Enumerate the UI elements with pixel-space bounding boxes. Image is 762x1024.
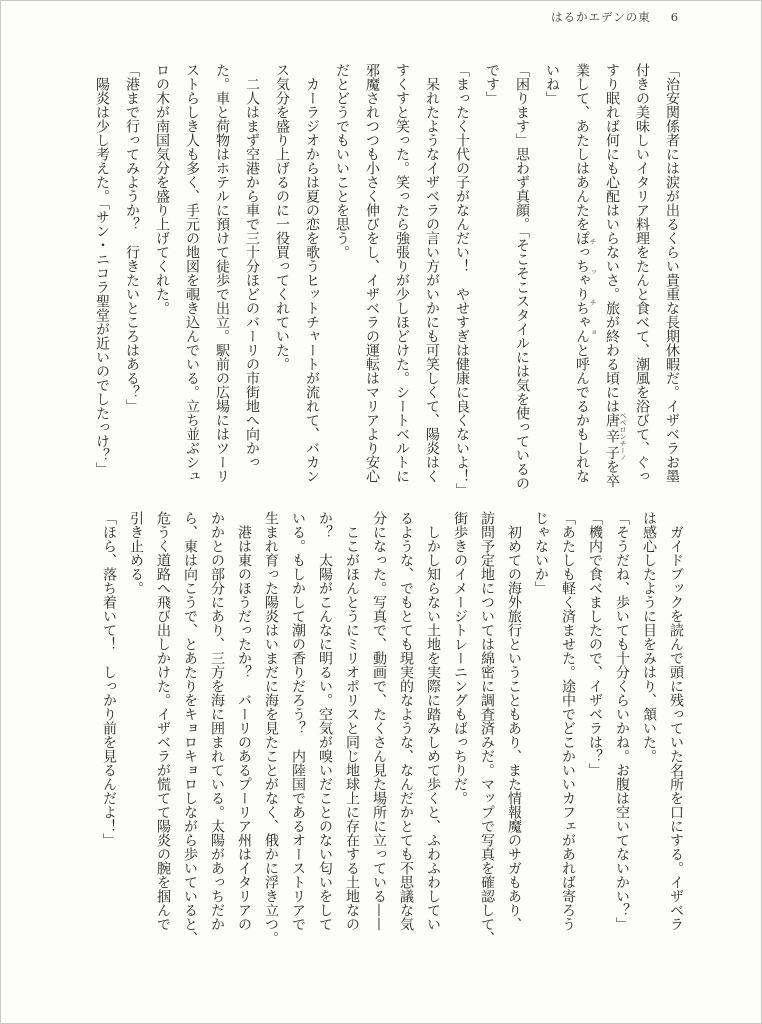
text-line: 二人はまず空港から車で三十分ほどのバーリの市街地へ向かっ [244,77,260,469]
text-block-top [87,63,687,499]
text-line: すくすと笑った。笑ったら強張りが少しほどけた。シートベルトに [394,63,410,483]
running-head [551,9,679,25]
text-line: ロの木が南国気分を盛り上げてくれた。 [154,63,170,315]
text-line: 「治安関係者には涙が出るくらい貴重な長期休暇だ。イザベラお墨 [664,63,680,483]
text-line: は感心したように目をみはり、頷いた。 [641,511,657,763]
text-line: 「あたしも軽く済ませた。途中でどこかいいカフェがあれば寄ろう [560,511,576,931]
text-line: 呆れたようなイザベラの言い方がいかにも可笑しくて、陽炎はく [424,77,440,483]
text-line: 「困ります」思わず真顔。「そこそこスタイルには気を使っているの [514,63,530,490]
text-line: かかとの部分にあり、三方を海に囲まれている。太陽があっちだか [209,511,225,931]
line-segment: すり眠れば何にも心配はいらないさ。旅が終わる頃には [604,63,620,413]
text-line: カーラジオからは夏の恋を歌うヒットチャートが流れて、バカン [304,77,320,483]
text-line [567,63,597,499]
text-line: じゃないか」 [533,511,549,595]
text-line: ストらしき人も多く、手元の地図を覗き込んでいる。立ち並ぶシュ [184,63,200,483]
running-head-title: はるかエデンの東 [551,10,651,24]
ruby-annotation [574,231,597,343]
line-segment: 業して、あたしはあんたを [574,63,590,231]
text-line: 「そうだね、歩いても十分くらいかね。お腹は空いてないかい？」 [614,511,630,931]
text-line: 初めての海外旅行ということもあり、また情報魔のサガもあり、 [506,525,522,931]
text-line: 付きの美味しいイタリア料理をたんと食べて、潮風を浴びて、ぐっ [634,63,650,483]
ruby-base: 唐辛子 [604,411,620,461]
text-line: だとどうでもいいことを思う。 [334,63,350,259]
text-block-bottom [95,511,689,967]
text-line: た。車と荷物はホテルに預けて徒歩で出立。駅前の広場にはツーリ [214,63,230,483]
text-line: 訪問予定地については綿密に調査済みだ。マップで写真を確認して、 [479,511,495,945]
text-line: るような、でもとても現実的なような、なんだかとても不思議な気 [398,511,414,931]
text-line: 引き止める。 [128,511,144,595]
page-number: 6 [670,10,680,24]
ruby-text: ペペロンチーノ [619,411,627,461]
text-line: 港は東のほうだったか？ バーリのあるプーリア州はイタリアの [236,525,252,931]
line-segment: を卒 [604,459,620,488]
text-line: ガイドブックを読んで頭に残っていた名所を口にする。イザベラ [668,525,684,931]
text-line: 街歩きのイメージトレーニングもばっちりだ。 [452,511,468,805]
text-line: ら、東は向こうで、とあたりをキョロキョロしながら歩いていると、 [182,511,198,945]
ruby-base: ぽっちゃりちゃん [574,231,590,343]
text-line: 分になった。写真で、動画で、たくさん見た場所に立っている—— [371,511,387,931]
text-line: 陽炎は少し考えた。「サン・ニコラ聖堂が近いのでしたっけ？」 [94,77,110,476]
text-line: 「機内で食べましたので、イザベラは？」 [587,511,603,777]
text-line: か？ 太陽がこんなに明るい。空気が嗅いだことのない匂いをして [317,511,333,931]
ruby-text: チッチョ [589,231,597,343]
text-line: 「港まで行ってみようか？ 行きたいところはある？」 [124,63,140,413]
text-line: ここがほんとうにミリオポリスと同じ地球上に存在する土地なの [344,525,360,931]
text-line: ス気分を盛り上げるのに一役買ってくれていた。 [274,63,290,371]
text-line: 生まれ育った陽炎はいまだに海を見たことがなく、俄かに浮き立つ。 [263,511,279,945]
text-line: いね」 [544,63,560,105]
text-line: しかし知らない土地を実際に踏みしめて歩くと、ふわふわしてい [425,525,441,931]
text-line: 「ほら、落ち着いて！ しっかり前を見るんだよ！」 [101,511,117,847]
text-line: いる。もしかして潮の香りだろう？ 内陸国であるオーストリアで [290,511,306,931]
text-line: です」 [484,63,500,105]
ruby-annotation [604,411,627,461]
line-segment: と呼んでるかもしれな [574,343,590,483]
text-line: 危うく道路へ飛び出しかけた。イザベラが慌てて陽炎の腕を掴んで [155,511,171,931]
text-line: 「まったく十代の子がなんだい！ やせすぎは健康に良くないよ！」 [454,63,470,497]
text-line [597,63,627,499]
text-line: 邪魔されつつも小さく伸びをし、イザベラの運転はマリアより安心 [364,63,380,483]
